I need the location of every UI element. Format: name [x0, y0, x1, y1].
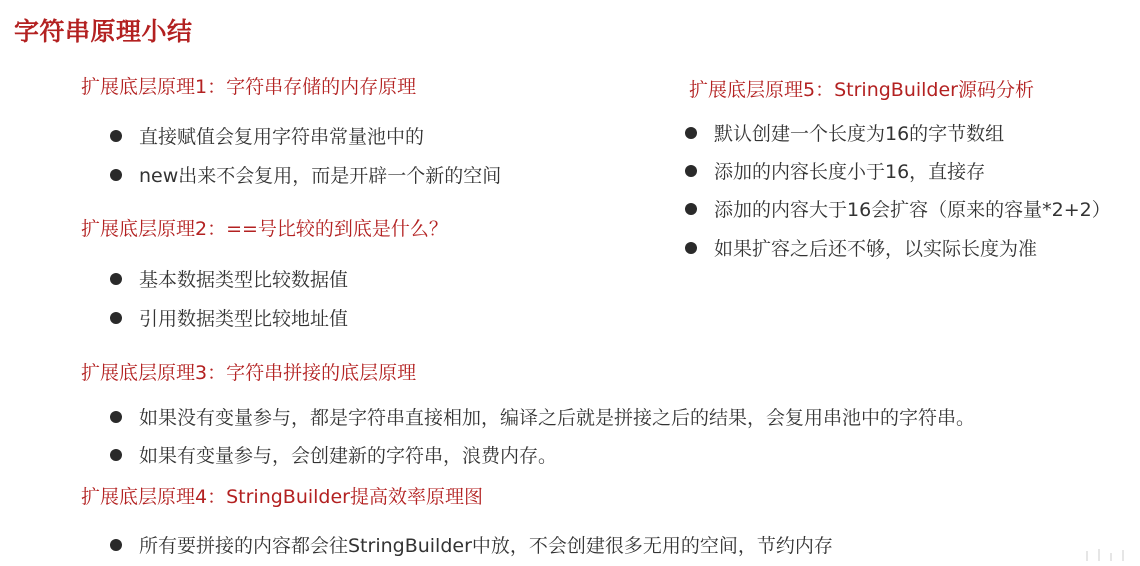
bullet-item: [110, 531, 833, 558]
bullet-dot: [110, 312, 122, 324]
section-heading-3: 扩展底层原理3：字符串拼接的底层原理: [81, 362, 417, 384]
bullet-item: [685, 157, 985, 184]
bullet-item: [110, 441, 557, 468]
bullet-item: [685, 234, 1037, 261]
page-title: 字符串原理小结: [14, 17, 193, 46]
bullet-text: 添加的内容长度小于16，直接存: [714, 161, 986, 183]
bullet-text: 如果没有变量参与，都是字符串直接相加，编译之后就是拼接之后的结果，会复用串池中的字符串。: [139, 407, 976, 429]
bullet-item: [110, 403, 975, 430]
bullet-dot: [685, 203, 697, 215]
section-heading-4: 扩展底层原理4：StringBuilder提高效率原理图: [81, 486, 483, 508]
bullet-dot: [110, 449, 122, 461]
section-heading-1: 扩展底层原理1：字符串存储的内存原理: [81, 76, 417, 98]
bullet-text: 如果有变量参与，会创建新的字符串，浪费内存。: [139, 445, 558, 467]
bullet-dot: [110, 130, 122, 142]
bullet-text: 添加的内容大于16会扩容（原来的容量*2+2）: [714, 199, 1111, 221]
bullet-text: 所有要拼接的内容都会往StringBuilder中放，不会创建很多无用的空间，节约内存: [139, 535, 833, 557]
bullet-item: [685, 119, 1004, 146]
bullet-dot: [110, 411, 122, 423]
bullet-dot: [110, 273, 122, 285]
section-heading-2: 扩展底层原理2：==号比较的到底是什么？: [81, 218, 448, 240]
bullet-text: 如果扩容之后还不够，以实际长度为准: [714, 238, 1038, 260]
bullet-text: new出来不会复用，而是开辟一个新的空间: [139, 165, 502, 187]
bullet-item: [110, 122, 424, 149]
bullet-dot: [685, 242, 697, 254]
bullet-item: [110, 161, 501, 188]
bullet-text: 基本数据类型比较数据值: [139, 269, 349, 291]
bullet-item: [685, 195, 1111, 222]
bullet-dot: [110, 539, 122, 551]
corner-decoration: [1084, 548, 1128, 562]
bullet-text: 直接赋值会复用字符串常量池中的: [139, 126, 425, 148]
bullet-dot: [685, 127, 697, 139]
bullet-text: 默认创建一个长度为16的字节数组: [714, 123, 1005, 145]
bullet-text: 引用数据类型比较地址值: [139, 308, 349, 330]
bullet-item: [110, 265, 348, 292]
bullet-item: [110, 304, 348, 331]
bullet-dot: [685, 165, 697, 177]
bullet-dot: [110, 169, 122, 181]
section-heading-5: 扩展底层原理5：StringBuilder源码分析: [689, 79, 1034, 101]
